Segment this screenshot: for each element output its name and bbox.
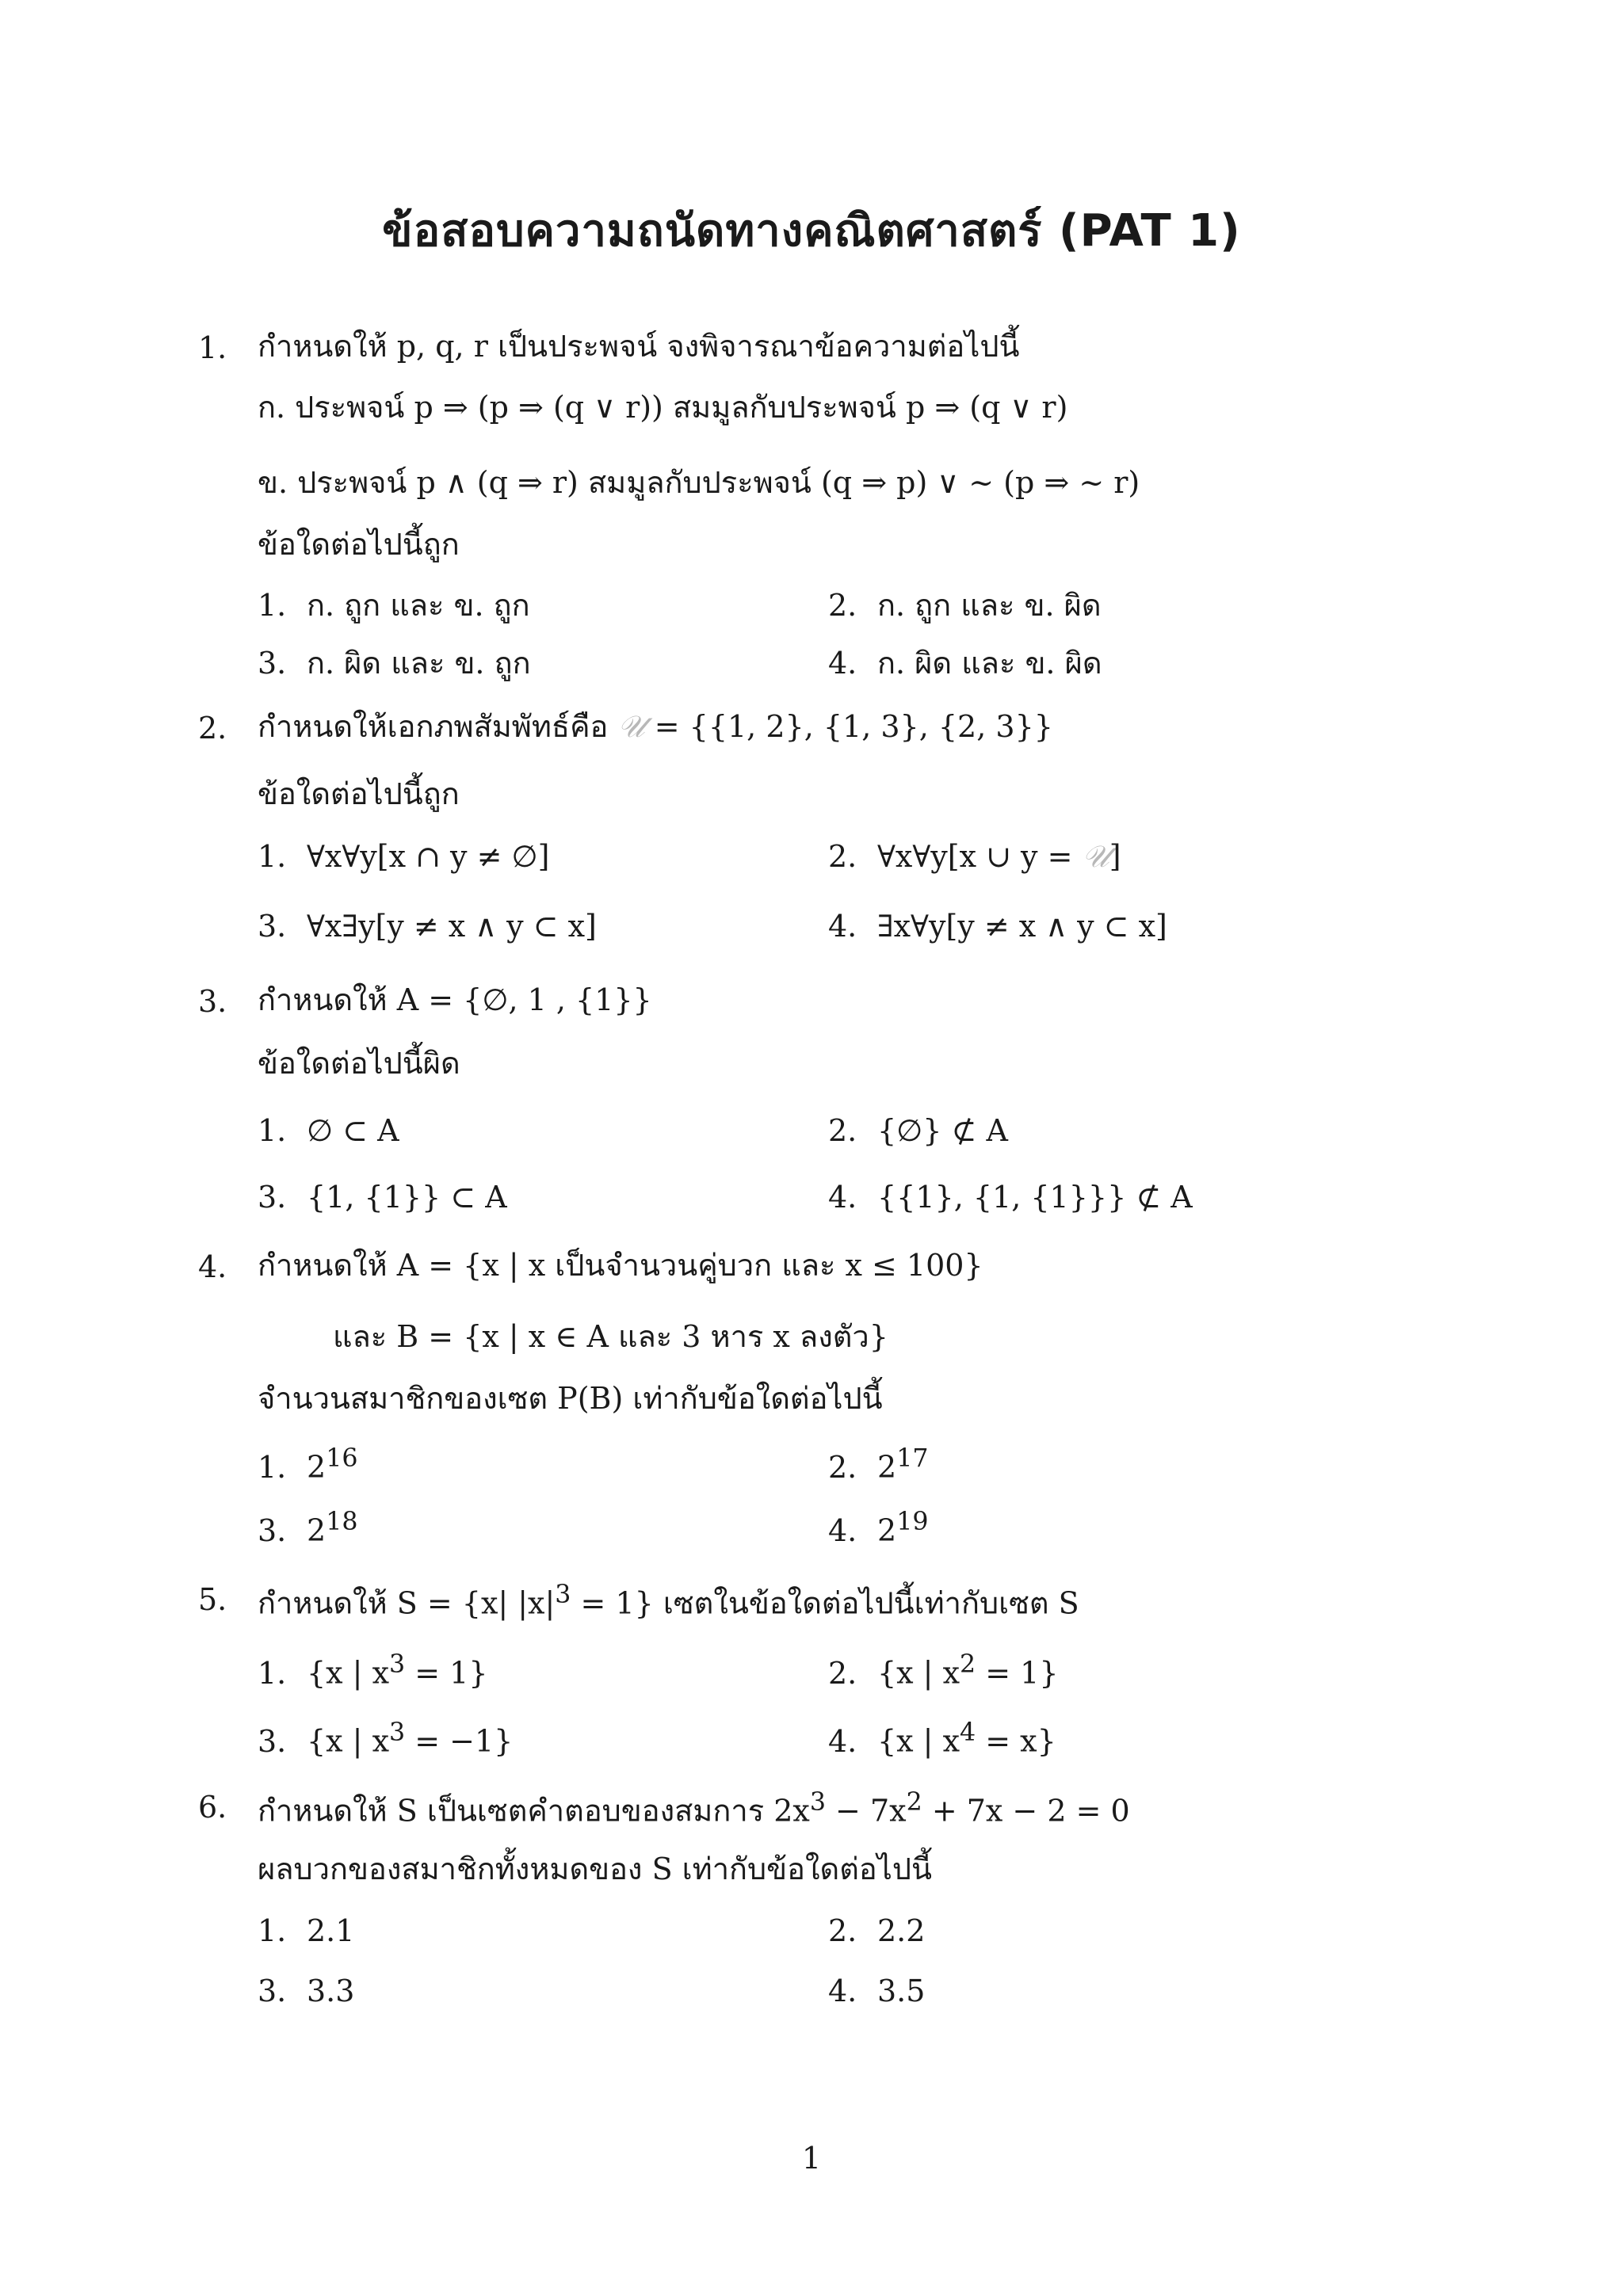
question-1-choice-1[interactable]: 1. ก. ถูก และ ข. ถูก xyxy=(258,588,530,623)
question-6-prompt: ผลบวกของสมาชิกทั้งหมดของ S เท่ากับข้อใดต่อไปนี้ xyxy=(258,1852,932,1886)
question-1-choice-4[interactable]: 4. ก. ผิด และ ข. ผิด xyxy=(828,646,1102,681)
question-1-stem: กำหนดให้ p, q, r เป็นประพจน์ จงพิจารณาข้อความต่อไปนี้ xyxy=(258,329,1020,364)
question-6-choice-3[interactable]: 3. 3.3 xyxy=(258,1974,355,2008)
question-1-number: 1. xyxy=(198,330,227,365)
question-5-choice-3[interactable]: 3. {x | $x^3 = -1$} xyxy=(258,1718,514,1759)
question-3-choice-4[interactable]: 4. {{1}, {1, {1}}} ⊄ A xyxy=(828,1180,1193,1215)
question-4-choice-2[interactable]: 2. $2^{17}$ xyxy=(828,1444,929,1485)
question-5-stem: กำหนดให้ S = {x| $|x|^3 = 1$} เซตในข้อใดต่อไปนี้เท่ากับเซต S xyxy=(258,1581,1079,1621)
question-1-statement-b: ข. ประพจน์ p ∧ (q ⇒ r) สมมูลกับประพจน์ (q ⇒ p) ∨ ~ (p ⇒ ~ r) xyxy=(258,465,1140,500)
question-4-choice-4[interactable]: 4. $2^{19}$ xyxy=(828,1508,929,1548)
page-number: 1 xyxy=(801,2141,822,2176)
question-1-prompt: ข้อใดต่อไปนี้ถูก xyxy=(258,527,460,562)
question-5-choice-4[interactable]: 4. {x | $x^4 = x$} xyxy=(828,1718,1056,1759)
question-3-prompt: ข้อใดต่อไปนี้ผิด xyxy=(258,1046,460,1081)
question-2-stem: กำหนดให้เอกภพสัมพัทธ์คือ 𝒰 = {{1, 2}, {1, 3}, {2, 3}} xyxy=(258,709,1053,744)
question-3-stem: กำหนดให้ A = {∅, 1 , {1}} xyxy=(258,982,652,1017)
question-6-choice-1[interactable]: 1. 2.1 xyxy=(258,1913,355,1948)
universe-symbol-icon: 𝒰 xyxy=(1082,839,1109,874)
question-4-choice-1[interactable]: 1. $2^{16}$ xyxy=(258,1444,358,1485)
question-6-stem: กำหนดให้ S เป็นเซตคำตอบของสมการ $2x^3 - 7x^2 + 7x - 2 = 0$ xyxy=(258,1788,1130,1829)
question-3-choice-1[interactable]: 1. ∅ ⊂ A xyxy=(258,1113,399,1148)
question-2-prompt: ข้อใดต่อไปนี้ถูก xyxy=(258,776,460,811)
question-4-choice-3[interactable]: 3. $2^{18}$ xyxy=(258,1508,358,1548)
question-4-set-b: และ B = {x | x ∈ A และ 3 หาร x ลงตัว} xyxy=(333,1319,888,1354)
question-6-choice-2[interactable]: 2. 2.2 xyxy=(828,1913,926,1948)
question-2-choice-2[interactable]: 2. ∀x∀y[x ∪ y = 𝒰] xyxy=(828,839,1121,874)
question-1-choice-3[interactable]: 3. ก. ผิด และ ข. ถูก xyxy=(258,646,531,681)
question-5-number: 5. xyxy=(198,1582,227,1617)
question-4-set-a: กำหนดให้ A = {x | x เป็นจำนวนคู่บวก และ x ≤ 100} xyxy=(258,1248,983,1283)
question-1-statement-a: ก. ประพจน์ p ⇒ (p ⇒ (q ∨ r)) สมมูลกับประพจน์ p ⇒ (q ∨ r) xyxy=(258,390,1068,425)
question-3-choice-2[interactable]: 2. {∅} ⊄ A xyxy=(828,1113,1008,1148)
question-2-choice-1[interactable]: 1. ∀x∀y[x ∩ y ≠ ∅] xyxy=(258,839,550,874)
question-6-choice-4[interactable]: 4. 3.5 xyxy=(828,1974,926,2008)
question-1-choice-2[interactable]: 2. ก. ถูก และ ข. ผิด xyxy=(828,588,1102,623)
question-4-number: 4. xyxy=(198,1249,227,1284)
universe-symbol-icon: 𝒰 xyxy=(617,709,645,744)
question-6-number: 6. xyxy=(198,1790,227,1825)
question-2-number: 2. xyxy=(198,711,227,746)
page-title: ข้อสอบความถนัดทางคณิตศาสตร์ (PAT 1) xyxy=(382,205,1241,257)
question-3-choice-3[interactable]: 3. {1, {1}} ⊂ A xyxy=(258,1180,507,1215)
question-2-choice-4[interactable]: 4. ∃x∀y[y ≠ x ∧ y ⊂ x] xyxy=(828,909,1167,944)
question-2-choice-3[interactable]: 3. ∀x∃y[y ≠ x ∧ y ⊂ x] xyxy=(258,909,597,944)
question-5-choice-2[interactable]: 2. {x | $x^2 = 1$} xyxy=(828,1650,1059,1691)
question-5-choice-1[interactable]: 1. {x | $x^3 = 1$} xyxy=(258,1650,488,1691)
question-4-prompt: จำนวนสมาชิกของเซต P(B) เท่ากับข้อใดต่อไปนี้ xyxy=(258,1381,883,1416)
question-3-number: 3. xyxy=(198,984,227,1019)
